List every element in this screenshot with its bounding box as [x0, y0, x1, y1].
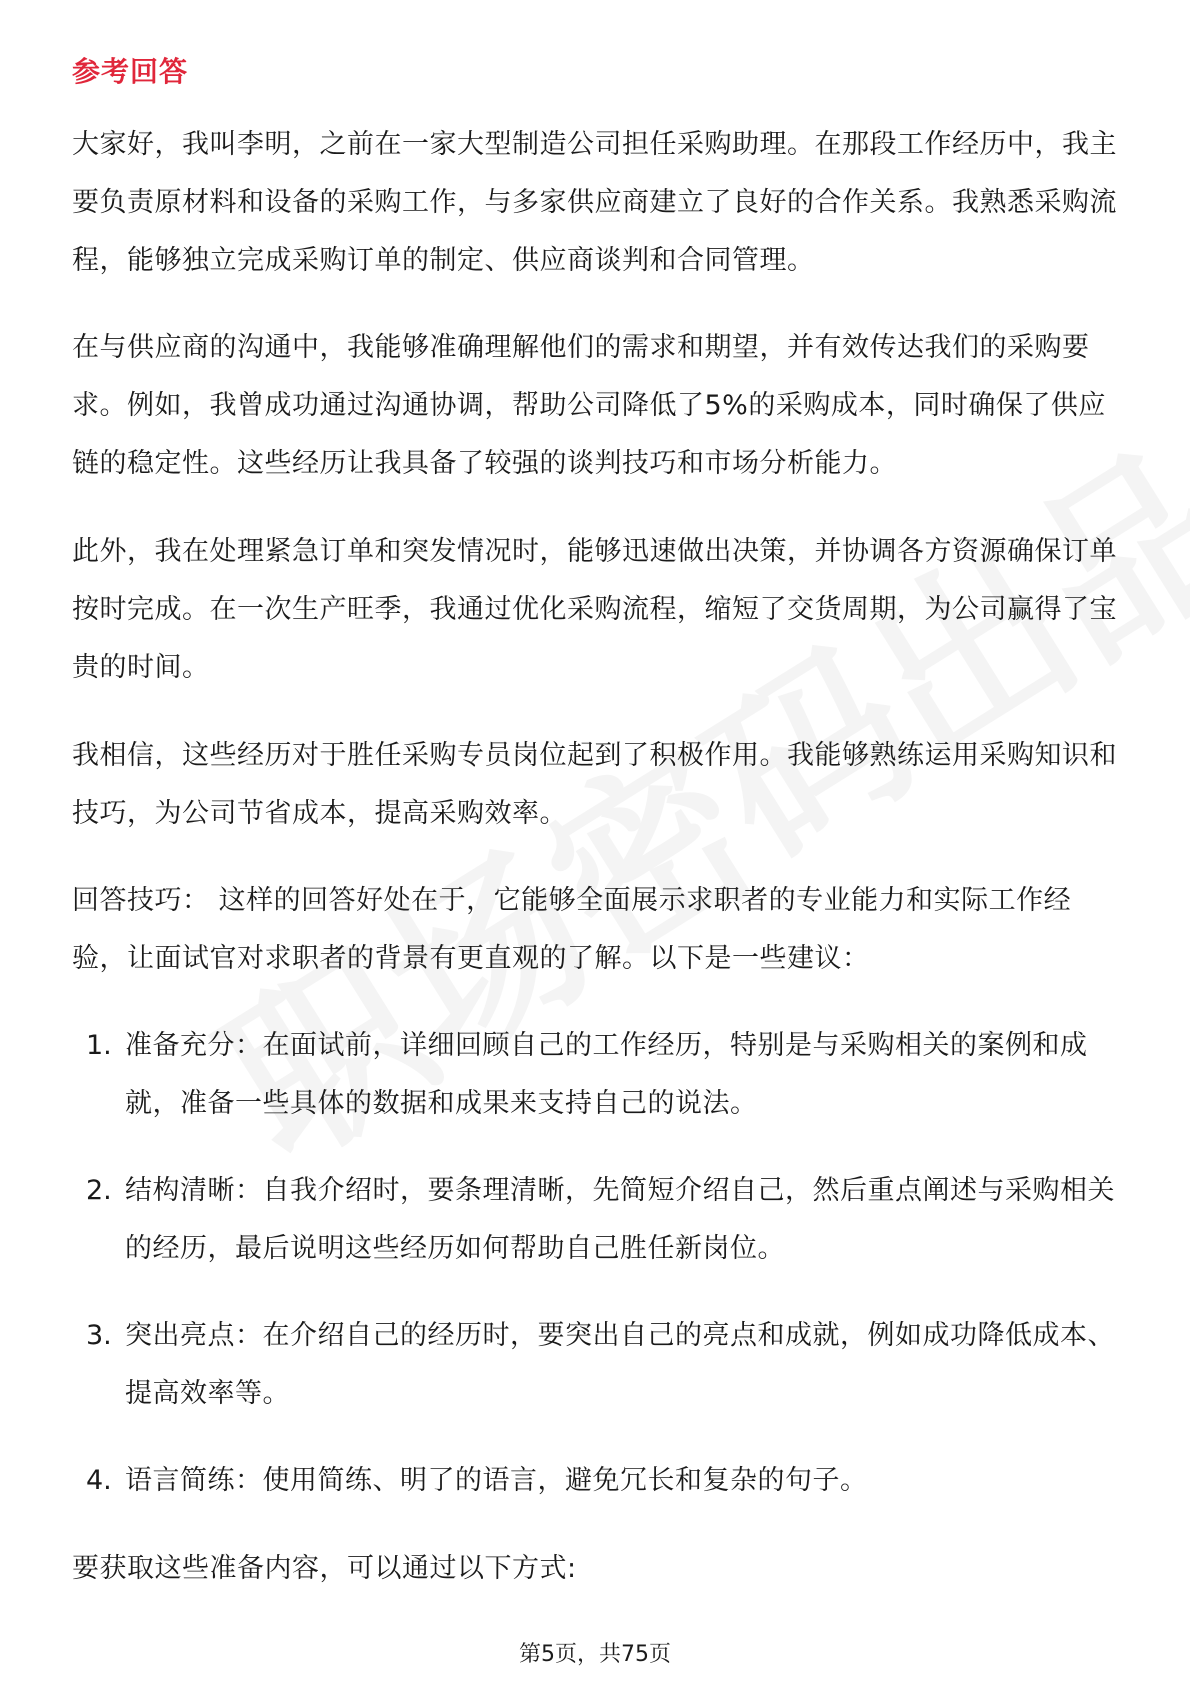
list-text: 突出亮点：在介绍自己的经历时，要突出自己的亮点和成就，例如成功降低成本、提高效率等。: [125, 1320, 1115, 1409]
paragraph-communication: 在与供应商的沟通中，我能够准确理解他们的需求和期望，并有效传达我们的采购要求。例如，我曾成功通过沟通协调，帮助公司降低了5%的采购成本，同时确保了供应链的稳定性。这些经历让我具备了较强的谈判技巧和市场分析能力。: [72, 332, 1106, 479]
section-title: 参考回答: [72, 55, 189, 88]
list-number: 2.: [86, 1175, 112, 1206]
list-text: 语言简练：使用简练、明了的语言，避免冗长和复杂的句子。: [125, 1465, 868, 1496]
list-text: 准备充分：在面试前，详细回顾自己的工作经历，特别是与采购相关的案例和成就，准备一些具体的数据和成果来支持自己的说法。: [125, 1030, 1088, 1119]
list-number: 4.: [86, 1465, 112, 1496]
list-number: 1.: [86, 1030, 112, 1061]
paragraph-tips-intro: 回答技巧： 这样的回答好处在于，它能够全面展示求职者的专业能力和实际工作经验，让面试官对求职者的背景有更直观的了解。以下是一些建议：: [72, 885, 1072, 974]
list-text: 结构清晰：自我介绍时，要条理清晰，先简短介绍自己，然后重点阐述与采购相关的经历，最后说明这些经历如何帮助自己胜任新岗位。: [125, 1175, 1115, 1264]
paragraph-emergency: 此外，我在处理紧急订单和突发情况时，能够迅速做出决策，并协调各方资源确保订单按时完成。在一次生产旺季，我通过优化采购流程，缩短了交货周期，为公司赢得了宝贵的时间。: [72, 536, 1117, 683]
page-footer: 第5页，共75页: [519, 1642, 671, 1667]
list-number: 3.: [86, 1320, 112, 1351]
paragraph-closing: 要获取这些准备内容，可以通过以下方式:: [72, 1553, 577, 1584]
paragraph-conclusion: 我相信，这些经历对于胜任采购专员岗位起到了积极作用。我能够熟练运用采购知识和技巧，为公司节省成本，提高采购效率。: [72, 740, 1117, 829]
paragraph-intro: 大家好，我叫李明，之前在一家大型制造公司担任采购助理。在那段工作经历中，我主要负责原材料和设备的采购工作，与多家供应商建立了良好的合作关系。我熟悉采购流程，能够独立完成采购订单的制定、供应商谈判和合同管理。: [72, 129, 1117, 276]
